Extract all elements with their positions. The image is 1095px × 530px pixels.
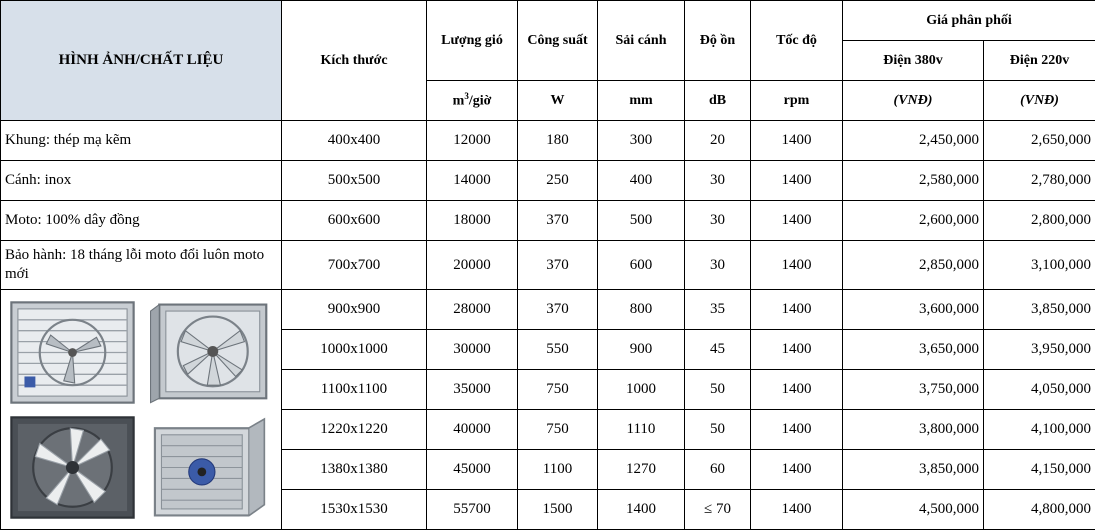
power-cell: 370 <box>518 241 598 290</box>
noise-cell: 30 <box>685 161 751 201</box>
header-price: Giá phân phối <box>843 1 1095 41</box>
price-380-cell: 2,600,000 <box>843 201 984 241</box>
material-cell: Khung: thép mạ kẽm <box>1 121 282 161</box>
header-price-220: Điện 220v <box>984 41 1095 81</box>
airflow-cell: 18000 <box>427 201 518 241</box>
table-row <box>1 121 1095 161</box>
speed-cell: 1400 <box>751 490 843 530</box>
noise-cell: 50 <box>685 410 751 450</box>
noise-cell: ≤ 70 <box>685 490 751 530</box>
power-cell: 370 <box>518 201 598 241</box>
header-row <box>1 1 1095 41</box>
blade-cell: 800 <box>598 290 685 330</box>
power-cell: 750 <box>518 370 598 410</box>
size-cell: 400x400 <box>282 121 427 161</box>
airflow-cell: 14000 <box>427 161 518 201</box>
size-cell: 600x600 <box>282 201 427 241</box>
header-blade: Sải cánh <box>598 1 685 81</box>
unit-airflow-sup: 3 <box>464 91 469 101</box>
table-row <box>1 241 1095 290</box>
price-380-cell: 3,800,000 <box>843 410 984 450</box>
airflow-cell: 12000 <box>427 121 518 161</box>
price-380-cell: 3,650,000 <box>843 330 984 370</box>
power-cell: 750 <box>518 410 598 450</box>
fan-photo-2 <box>144 298 275 407</box>
size-cell: 1000x1000 <box>282 330 427 370</box>
header-power: Công suất <box>518 1 598 81</box>
airflow-cell: 20000 <box>427 241 518 290</box>
noise-cell: 20 <box>685 121 751 161</box>
noise-cell: 60 <box>685 450 751 490</box>
header-size: Kích thước <box>282 1 427 121</box>
header-noise: Độ ồn <box>685 1 751 81</box>
blade-cell: 1000 <box>598 370 685 410</box>
speed-cell: 1400 <box>751 201 843 241</box>
price-220-cell: 3,100,000 <box>984 241 1095 290</box>
price-220-cell: 2,780,000 <box>984 161 1095 201</box>
power-cell: 1500 <box>518 490 598 530</box>
table-row <box>1 201 1095 241</box>
price-380-cell: 3,850,000 <box>843 450 984 490</box>
speed-cell: 1400 <box>751 410 843 450</box>
speed-cell: 1400 <box>751 290 843 330</box>
power-cell: 550 <box>518 330 598 370</box>
price-380-cell: 3,600,000 <box>843 290 984 330</box>
airflow-cell: 30000 <box>427 330 518 370</box>
unit-airflow <box>427 81 518 121</box>
speed-cell: 1400 <box>751 330 843 370</box>
airflow-cell: 35000 <box>427 370 518 410</box>
fan-photos-cell <box>1 290 282 530</box>
size-cell: 700x700 <box>282 241 427 290</box>
table-row <box>1 290 1095 330</box>
speed-cell: 1400 <box>751 450 843 490</box>
airflow-cell: 40000 <box>427 410 518 450</box>
noise-cell: 30 <box>685 201 751 241</box>
noise-cell: 35 <box>685 290 751 330</box>
blade-cell: 500 <box>598 201 685 241</box>
blade-cell: 300 <box>598 121 685 161</box>
header-airflow: Lượng gió <box>427 1 518 81</box>
power-cell: 370 <box>518 290 598 330</box>
fan-photo-1 <box>7 298 138 407</box>
price-220-cell: 3,850,000 <box>984 290 1095 330</box>
size-cell: 1100x1100 <box>282 370 427 410</box>
unit-price-220: (VNĐ) <box>984 81 1095 121</box>
speed-cell: 1400 <box>751 161 843 201</box>
size-cell: 1380x1380 <box>282 450 427 490</box>
size-cell: 900x900 <box>282 290 427 330</box>
price-380-cell: 4,500,000 <box>843 490 984 530</box>
unit-airflow-tail: /giờ <box>469 94 492 109</box>
price-220-cell: 4,100,000 <box>984 410 1095 450</box>
unit-price-380: (VNĐ) <box>843 81 984 121</box>
unit-noise: dB <box>685 81 751 121</box>
airflow-cell: 45000 <box>427 450 518 490</box>
header-speed: Tốc độ <box>751 1 843 81</box>
price-220-cell: 4,800,000 <box>984 490 1095 530</box>
table-row <box>1 161 1095 201</box>
price-380-cell: 2,450,000 <box>843 121 984 161</box>
material-cell: Moto: 100% dây đồng <box>1 201 282 241</box>
airflow-cell: 28000 <box>427 290 518 330</box>
power-cell: 250 <box>518 161 598 201</box>
speed-cell: 1400 <box>751 370 843 410</box>
noise-cell: 30 <box>685 241 751 290</box>
price-380-cell: 3,750,000 <box>843 370 984 410</box>
blade-cell: 1270 <box>598 450 685 490</box>
unit-power: W <box>518 81 598 121</box>
noise-cell: 45 <box>685 330 751 370</box>
speed-cell: 1400 <box>751 121 843 161</box>
power-cell: 1100 <box>518 450 598 490</box>
size-cell: 500x500 <box>282 161 427 201</box>
header-image-material: HÌNH ẢNH/CHẤT LIỆU <box>1 1 282 121</box>
header-price-380: Điện 380v <box>843 41 984 81</box>
airflow-cell: 55700 <box>427 490 518 530</box>
price-220-cell: 4,150,000 <box>984 450 1095 490</box>
price-220-cell: 3,950,000 <box>984 330 1095 370</box>
fan-photo-grid <box>1 294 281 526</box>
fan-photo-3 <box>7 413 138 522</box>
size-cell: 1530x1530 <box>282 490 427 530</box>
blade-cell: 600 <box>598 241 685 290</box>
price-380-cell: 2,850,000 <box>843 241 984 290</box>
material-cell: Bảo hành: 18 tháng lỗi moto đổi luôn moto mới <box>1 241 282 290</box>
unit-speed: rpm <box>751 81 843 121</box>
power-cell: 180 <box>518 121 598 161</box>
blade-cell: 1110 <box>598 410 685 450</box>
noise-cell: 50 <box>685 370 751 410</box>
blade-cell: 400 <box>598 161 685 201</box>
fan-photo-4 <box>144 413 275 522</box>
price-380-cell: 2,580,000 <box>843 161 984 201</box>
unit-blade: mm <box>598 81 685 121</box>
blade-cell: 1400 <box>598 490 685 530</box>
speed-cell: 1400 <box>751 241 843 290</box>
blade-cell: 900 <box>598 330 685 370</box>
price-220-cell: 2,800,000 <box>984 201 1095 241</box>
unit-airflow-base: m <box>453 94 465 109</box>
size-cell: 1220x1220 <box>282 410 427 450</box>
price-220-cell: 2,650,000 <box>984 121 1095 161</box>
price-220-cell: 4,050,000 <box>984 370 1095 410</box>
material-cell: Cánh: inox <box>1 161 282 201</box>
